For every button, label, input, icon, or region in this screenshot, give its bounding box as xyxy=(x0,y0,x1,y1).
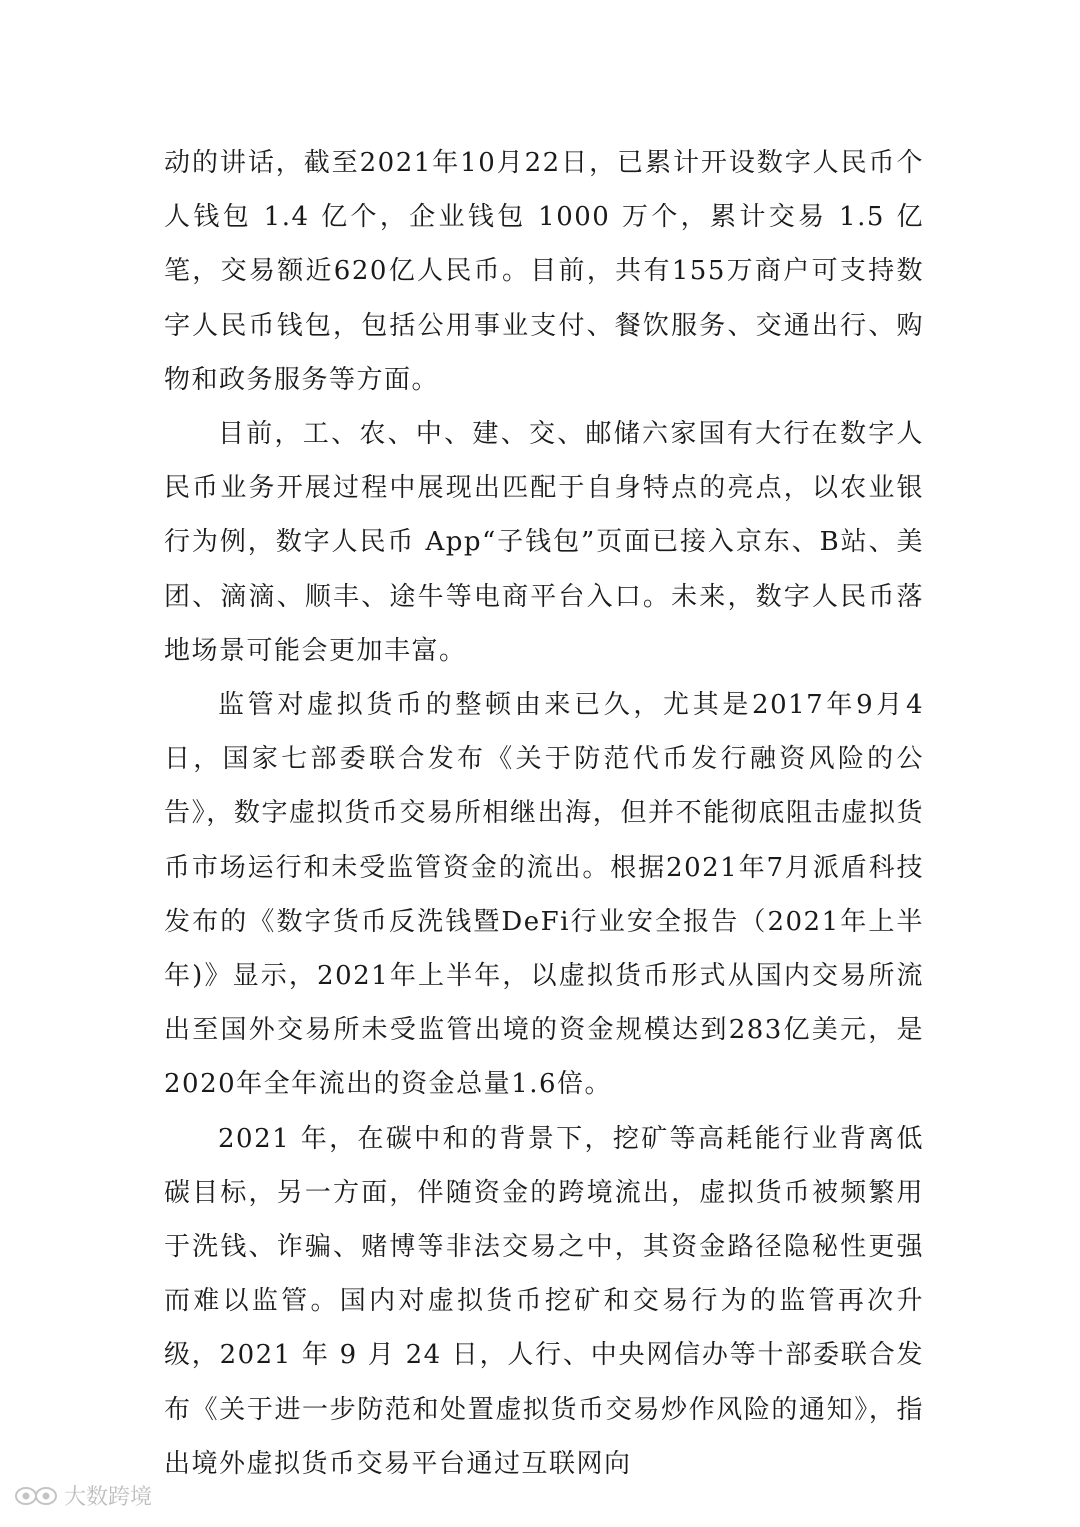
watermark xyxy=(14,1480,152,1511)
paragraph-2: 目前，工、农、中、建、交、邮储六家国有大行在数字人民币业务开展过程中展现出匹配于自身特点的亮点，以农业银行为例，数字人民币 App“子钱包”页面已接入京东、B站、美团、滴滴、顺丰、途牛等电商平台入口。未来，数字人民币落地场景可能会更加丰富。 xyxy=(164,419,924,666)
document-body xyxy=(164,136,924,1491)
eye-logo-icon xyxy=(14,1483,60,1509)
watermark-text: 大数跨境 xyxy=(64,1485,153,1510)
paragraph-3: 监管对虚拟货币的整顿由来已久，尤其是2017年9月4日，国家七部委联合发布《关于防范代币发行融资风险的公告》，数字虚拟货币交易所相继出海，但并不能彻底阻击虚拟货币市场运行和未受监管资金的流出。根据2021年7月派盾科技发布的《数字货币反洗钱暨DeFi行业安全报告（2021年上半年)》显示，2021年上半年，以虚拟货币形式从国内交易所流出至国外交易所未受监管出境的资金规模达到283亿美元，是2020年全年流出的资金总量1.6倍。 xyxy=(164,690,924,1100)
paragraph-1: 动的讲话，截至2021年10月22日，已累计开设数字人民币个人钱包 1.4 亿个，企业钱包 1000 万个，累计交易 1.5 亿笔，交易额近620亿人民币。目前，共有155万商户可支持数字人民币钱包，包括公用事业支付、餐饮服务、交通出行、购物和政务服务等方面。 xyxy=(164,148,924,395)
paragraph-4: 2021 年，在碳中和的背景下，挖矿等高耗能行业背离低碳目标，另一方面，伴随资金的跨境流出，虚拟货币被频繁用于洗钱、诈骗、赌博等非法交易之中，其资金路径隐秘性更强而难以监管。国内对虚拟货币挖矿和交易行为的监管再次升级，2021 年 9 月 24 日，人行、中央网信办等十部委联合发布《关于进一步防范和处置虚拟货币交易炒作风险的通知》，指出境外虚拟货币交易平台通过互联网向 xyxy=(164,1123,924,1479)
